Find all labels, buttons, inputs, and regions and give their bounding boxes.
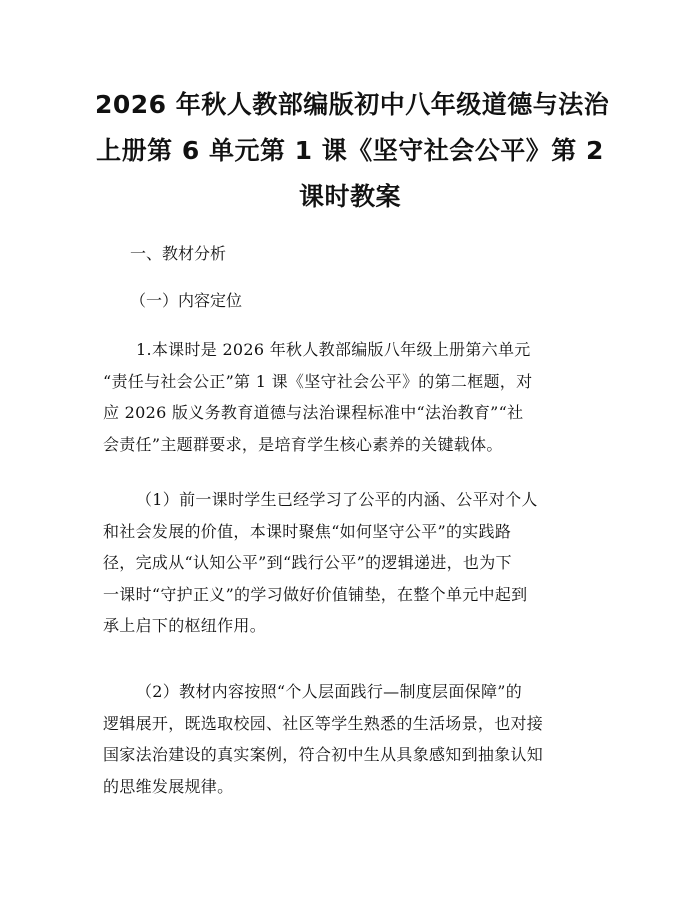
title-line: 上册第 6 单元第 1 课《坚守社会公平》第 2 xyxy=(96,136,604,165)
paragraph-line: 1.本课时是 2026 年秋人教部编版八年级上册第六单元 xyxy=(136,340,531,359)
paragraph-line: （1）前一课时学生已经学习了公平的内涵、公平对个人 xyxy=(136,490,538,509)
paragraph-line: 的思维发展规律。 xyxy=(103,776,234,796)
paragraph-line: 和社会发展的价值，本课时聚焦“如何坚守公平”的实践路 xyxy=(103,521,512,541)
paragraph-line: “责任与社会公正”第 1 课《坚守社会公平》的第二框题，对 xyxy=(103,371,533,391)
paragraph-line: 逻辑展开，既选取校园、社区等学生熟悉的生活场景，也对接 xyxy=(103,713,544,733)
paragraph-line: （2）教材内容按照“个人层面践行—制度层面保障”的 xyxy=(136,682,523,701)
paragraph-line: 会责任”主题群要求，是培育学生核心素养的关键载体。 xyxy=(103,434,503,454)
paragraph xyxy=(103,334,601,460)
document-title xyxy=(95,82,610,220)
subsection-heading: （一）内容定位 xyxy=(130,291,243,310)
title-line: 课时教案 xyxy=(298,182,401,211)
paragraph xyxy=(103,676,601,802)
paragraph-line: 国家法治建设的真实案例，符合初中生从具象感知到抽象认知 xyxy=(103,745,544,765)
section-heading: 一、教材分析 xyxy=(130,244,227,263)
paragraph-line: 承上启下的枢纽作用。 xyxy=(103,616,267,636)
paragraph-line: 一课时“守护正义”的学习做好价值铺垫，在整个单元中起到 xyxy=(103,584,528,604)
title-line: 2026 年秋人教部编版初中八年级道德与法治 xyxy=(95,90,610,119)
paragraph-line: 应 2026 版义务教育道德与法治课程标准中“法治教育”“社 xyxy=(103,403,524,423)
paragraph-line: 径，完成从“认知公平”到“践行公平”的逻辑递进，也为下 xyxy=(103,553,512,573)
paragraph xyxy=(103,484,601,642)
